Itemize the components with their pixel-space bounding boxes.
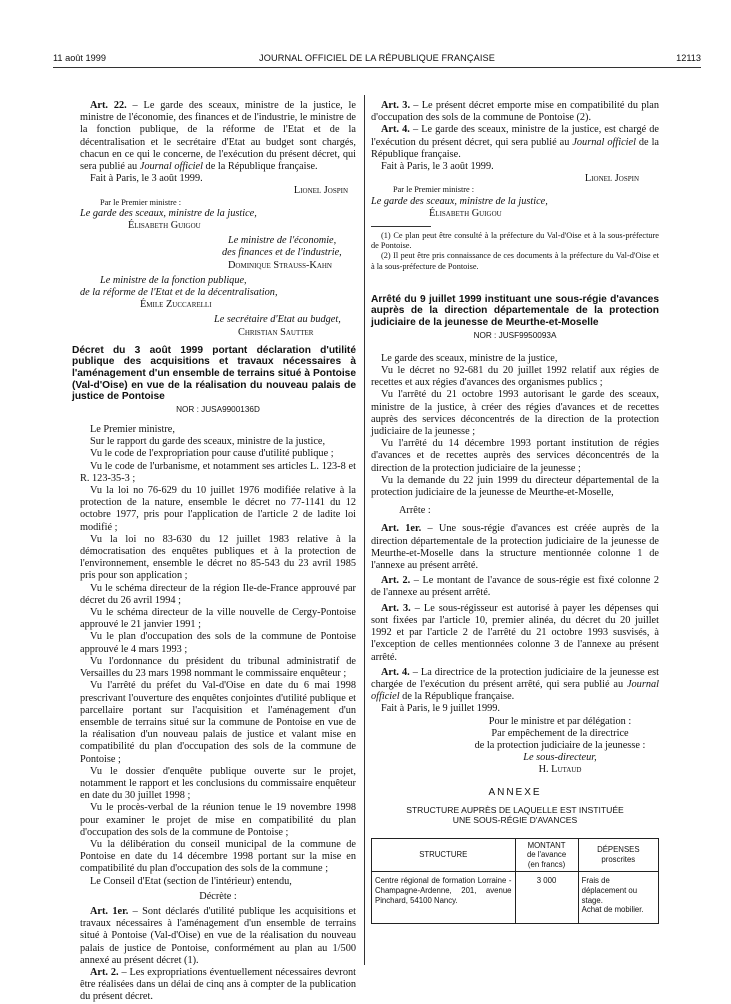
- cell-depenses: Frais de déplacement ou stage. Achat de mobilier.: [578, 872, 658, 923]
- paragraph: Vu le schéma directeur de la région Ile-de-France approuvé par décret du 26 avril 1994 ;: [80, 582, 356, 606]
- arrete-label: Arrête :: [399, 505, 431, 517]
- column-divider: [364, 95, 365, 965]
- eco-name: Dominique Strauss-Kahn: [228, 259, 332, 271]
- paragraph: Le Conseil d'Etat (section de l'intérieur) entendu,: [90, 875, 292, 887]
- paragraph: Vu l'arrêté du préfet du Val-d'Oise en date du 6 mai 1998 prescrivant l'ouverture des enquêtes conjointes d'utilité publique et parcellaire portant sur l'acquisition et l'aménagement d'un ensemble de terrains situé sur la commune de Pontoise en vue de la réalisation d'un nouveau palais de justice et valant mise en compatibilité du plan d'occupation des sols de la commune de Pontoise ;: [80, 680, 356, 765]
- left-column: [72, 100, 356, 1004]
- decree-article-4: Art. 4. – Le garde des sceaux, ministre de la justice, est chargé de l'exécution du présent décret, qui sera publié au Journal officiel de la République française.: [371, 124, 659, 160]
- annexe-table: [371, 838, 659, 924]
- paragraph: Vu la loi no 76-629 du 10 juillet 1976 modifiée relative à la protection de la nature, ensemble le décret no 77-1141 du 12 octobre 1977, pris pour l'application de l'article 2 de ladite loi modifié ;: [80, 485, 356, 533]
- header-rule: [53, 67, 701, 68]
- par-premier-ministre-2: Par le Premier ministre :: [393, 185, 475, 195]
- footnote-rule: [371, 226, 431, 227]
- garde-name: Élisabeth Guigou: [128, 220, 201, 232]
- right-column: [371, 100, 659, 924]
- signature-pm: Lionel Jospin: [293, 185, 348, 197]
- delegation-4: Le sous-directeur,: [523, 752, 597, 764]
- paragraph: Vu la demande du 22 juin 1999 du directeur départemental de la protection judiciaire de la jeunesse de Meurthe-et-Moselle,: [371, 474, 659, 499]
- delegation-2: Par empêchement de la directrice: [491, 727, 629, 739]
- paragraph: Sur le rapport du garde des sceaux, ministre de la justice,: [90, 436, 326, 448]
- paragraph: Vu le schéma directeur de la ville nouvelle de Cergy-Pontoise approuvé le 21 janvier 1991 ;: [80, 607, 356, 631]
- decrete: Décrète :: [199, 890, 237, 902]
- paragraph: Vu le code de l'expropriation pour cause d'utilité publique ;: [90, 448, 334, 460]
- arrete-recitals: [371, 353, 659, 499]
- paragraph: Vu le procès-verbal de la réunion tenue le 19 novembre 1998 pour examiner le projet de mise en compatibilité du plan d'occupation des sols de la commune de Pontoise ;: [80, 802, 356, 838]
- fp-title-2: de la réforme de l'Etat et de la décentralisation,: [80, 287, 278, 299]
- fait-a-paris-3: Fait à Paris, le 9 juillet 1999.: [381, 703, 500, 715]
- page-header: [53, 52, 701, 64]
- arrete-article-4: Art. 4. – La directrice de la protection judiciaire de la jeunesse est chargée de l'exécution du présent arrêté, qui sera publié au Journal officiel de la République française.: [371, 666, 659, 703]
- budget-title: Le secrétaire d'Etat au budget,: [214, 314, 341, 326]
- header-journal-title: JOURNAL OFFICIEL DE LA RÉPUBLIQUE FRANÇAISE: [259, 53, 495, 63]
- fp-name: Émile Zuccarelli: [140, 299, 212, 311]
- paragraph: Le Premier ministre,: [90, 424, 175, 436]
- annexe-title: ANNEXE: [488, 786, 542, 798]
- paragraph: Vu l'arrêté du 21 octobre 1993 autorisant le garde des sceaux, ministre de la justice, à créer des régies d'avances et de recettes auprès des services déconcentrés de la direction de la protection judiciaire de la jeunesse ;: [371, 389, 659, 438]
- decree-article-1: Art. 1er. – Sont déclarés d'utilité publique les acquisitions et travaux nécessaires à l'aménagement d'un ensemble de terrains situé à Pontoise (Val-d'Oise) en vue de la réalisation du nouveau palais de justice de Pontoise, conformément au plan au 1/500 annexé au présent décret (1).: [80, 905, 356, 966]
- garde-title-2: Le garde des sceaux, ministre de la justice,: [371, 195, 548, 207]
- eco-title-1: Le ministre de l'économie,: [228, 235, 337, 247]
- fait-a-paris-2: Fait à Paris, le 3 août 1999.: [381, 161, 494, 173]
- paragraph: Vu l'arrêté du 14 décembre 1993 portant institution de régies d'avances et de recettes auprès des services déconcentrés de la direction de la protection judiciaire de la jeunesse ;: [371, 438, 659, 474]
- cell-structure: Centre régional de formation Lorraine - Champagne-Ardenne, 201, avenue Pinchard, 54100 Nancy.: [372, 872, 516, 923]
- delegation-3: de la protection judiciaire de la jeunesse :: [474, 739, 646, 751]
- paragraph: Le garde des sceaux, ministre de la justice,: [381, 352, 558, 364]
- paragraph: Vu l'ordonnance du président du tribunal administratif de Versailles du 23 mars 1998 nommant le commissaire enquêteur ;: [80, 655, 356, 680]
- eco-title-2: des finances et de l'industrie,: [222, 247, 342, 259]
- arrete-article-2: Art. 2. – Le montant de l'avance de sous-régie est fixé colonne 2 de l'annexe au présent arrêté.: [371, 575, 660, 599]
- cell-montant: 3 000: [515, 872, 578, 923]
- decree-article-3: Art. 3. – Le présent décret emporte mise en compatibilité du plan d'occupation des sols de la commune de Pontoise (2).: [371, 100, 659, 124]
- garde-name-2: Élisabeth Guigou: [429, 207, 502, 219]
- footnote-2: (2) Il peut être pris connaissance de ces documents à la préfecture du Val-d'Oise et à la sous-préfecture de Pontoise.: [371, 251, 659, 271]
- header-page-number: 12113: [676, 53, 701, 63]
- th-structure: STRUCTURE: [372, 838, 516, 872]
- delegation-1: Pour le ministre et par délégation :: [488, 715, 632, 727]
- signature-pm-2: Lionel Jospin: [584, 173, 639, 185]
- arrete-nor: NOR : JUSF9950093A: [473, 330, 557, 340]
- footnote-1: (1) Ce plan peut être consulté à la préfecture du Val-d'Oise et à la sous-préfecture de Pontoise.: [371, 231, 659, 251]
- arrete-title: Arrêté du 9 juillet 1999 instituant une sous-régie d'avances auprès de la direction départementale de la protection judiciaire de la jeunesse de Meurthe-et-Moselle: [371, 293, 659, 329]
- annexe-table-header: [372, 838, 659, 872]
- header-date: 11 août 1999: [53, 53, 106, 63]
- article-22: Art. 22. – Le garde des sceaux, ministre de la justice, le ministre de l'économie, des finances et de l'industrie, le ministre de la fonction publique, de la réforme de l'Etat et de la décentralisation et le secrétaire d'Etat au budget sont chargés, chacun en ce qui le concerne, de l'exécution du présent décret, qui sera publié au Journal officiel de la République française.: [80, 100, 356, 173]
- fait-a-paris: Fait à Paris, le 3 août 1999.: [90, 173, 203, 185]
- decree-recitals: [80, 424, 356, 888]
- decree-title: Décret du 3 août 1999 portant déclaration d'utilité publique des acquisitions et travaux nécessaires à l'aménagement d'un ensemble de terrains situé à Pontoise (Val-d'Oise) en vue de la réalisation du nouveau palais de justice de Pontoise: [72, 344, 356, 403]
- paragraph: Vu le décret no 92-681 du 20 juillet 1992 relatif aux régies de recettes et aux régies d'avances des organismes publics ;: [371, 365, 659, 389]
- paragraph: Vu le dossier d'enquête publique ouverte sur le projet, notamment le rapport et les conclusions du commissaire enquêteur en date du 30 juillet 1998 ;: [80, 765, 356, 802]
- arrete-article-3: Art. 3. – Le sous-régisseur est autorisé à payer les dépenses qui sont fixées par l'article 10, premier alinéa, du décret du 20 juillet 1992 et par l'article 2 de l'arrêté du 21 octobre 1993 susvisés, à l'exception de celles mentionnées colonne 3 de l'annexe au présent arrêté.: [371, 602, 659, 663]
- paragraph: Vu la loi no 83-630 du 12 juillet 1983 relative à la démocratisation des enquêtes publiques et à la protection de l'environnement, ensemble le décret no 85-543 du 23 avril 1985 pris pour son application ;: [80, 533, 356, 582]
- annexe-subtitle-1: STRUCTURE AUPRÈS DE LAQUELLE EST INSTITUÉE: [406, 804, 624, 815]
- budget-name: Christian Sautter: [238, 326, 314, 338]
- paragraph: Vu le code de l'urbanisme, et notamment ses articles L. 123-8 et R. 123-35-3 ;: [80, 460, 356, 484]
- paragraph: Vu la délibération du conseil municipal de la commune de Pontoise en date du 14 décembre 1998 portant sur la mise en compatibilité du plan d'occupation des sols de la commune ;: [80, 838, 356, 875]
- garde-title: Le garde des sceaux, ministre de la justice,: [80, 207, 257, 219]
- par-premier-ministre: Par le Premier ministre :: [100, 197, 182, 207]
- th-depenses: DÉPENSES proscrites: [578, 838, 658, 872]
- th-montant: MONTANT de l'avance (en francs): [515, 838, 578, 872]
- paragraph: Vu le plan d'occupation des sols de la commune de Pontoise approuvé le 4 mars 1993 ;: [80, 631, 356, 655]
- annexe-subtitle-2: UNE SOUS-RÉGIE D'AVANCES: [452, 815, 578, 826]
- fp-title-1: Le ministre de la fonction publique,: [100, 274, 247, 286]
- arrete-article-1: Art. 1er. – Une sous-régie d'avances est créée auprès de la direction départementale de la protection judiciaire de la jeunesse de Meurthe-et-Moselle dans la structure mentionnée colonne 1 de l'annexe au présent arrêté.: [371, 523, 659, 572]
- table-row: [372, 872, 659, 923]
- decree-nor: NOR : JUSA9900136D: [176, 404, 260, 414]
- decree-article-2: Art. 2. – Les expropriations éventuellement nécessaires devront être réalisées dans un délai de cinq ans à compter de la publication du présent décret.: [80, 966, 356, 1003]
- delegation-name: H. Lutaud: [538, 764, 582, 776]
